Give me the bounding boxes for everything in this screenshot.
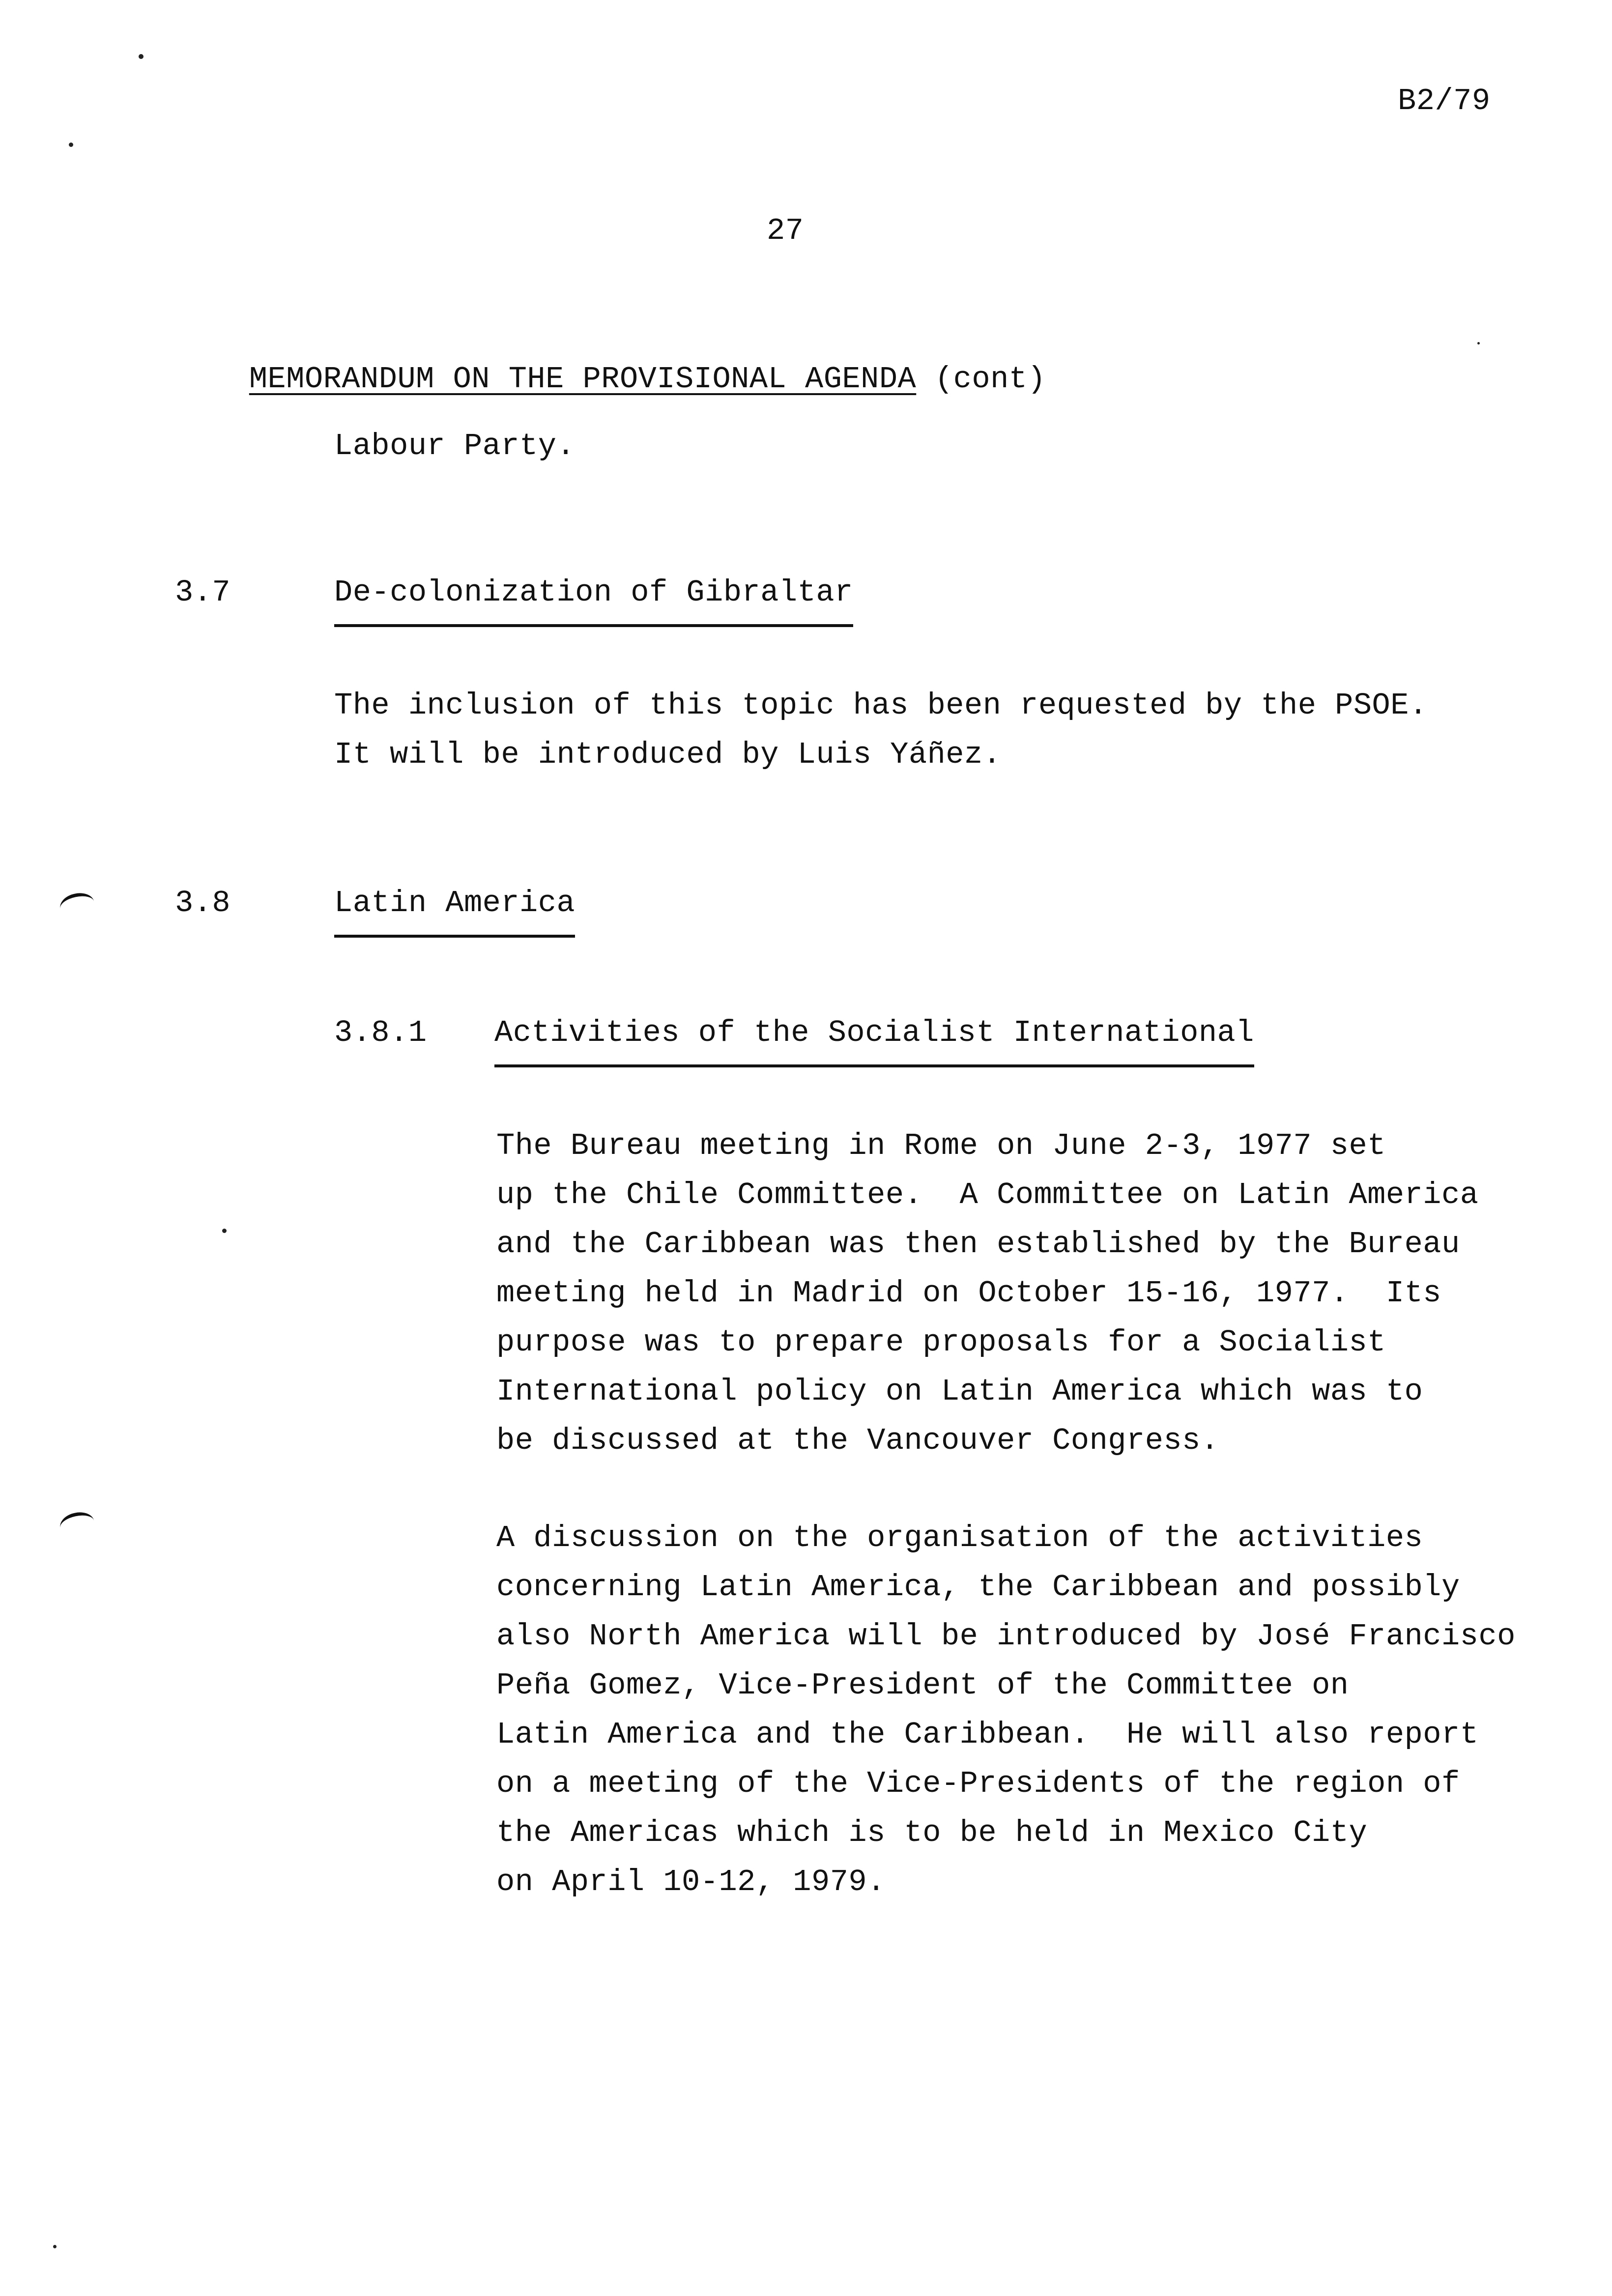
scan-speck bbox=[53, 2245, 57, 2248]
section-number: 3.7 bbox=[175, 575, 231, 610]
paragraph-line: A discussion on the organisation of the activities bbox=[496, 1521, 1423, 1555]
paragraph-line: and the Caribbean was then established by the Bureau bbox=[496, 1227, 1460, 1262]
continuation-text: Labour Party. bbox=[334, 429, 576, 463]
section-number: 3.8 bbox=[175, 886, 231, 920]
section-body-line: The inclusion of this topic has been requested by the PSOE. bbox=[334, 688, 1428, 723]
document-reference: B2/79 bbox=[1398, 84, 1491, 118]
section-heading: Latin America bbox=[334, 879, 575, 938]
punch-hole-mark bbox=[58, 890, 96, 920]
memo-title: MEMORANDUM ON THE PROVISIONAL AGENDA bbox=[249, 362, 917, 397]
paragraph-line: the Americas which is to be held in Mexico City bbox=[496, 1815, 1368, 1850]
paragraph-line: The Bureau meeting in Rome on June 2-3, 1977 set bbox=[496, 1128, 1386, 1163]
scan-speck bbox=[1477, 342, 1480, 344]
paragraph-line: also North America will be introduced by José Francisco bbox=[496, 1619, 1516, 1654]
page-number: 27 bbox=[767, 213, 804, 248]
paragraph-line: purpose was to prepare proposals for a Socialist bbox=[496, 1325, 1386, 1360]
memo-title-row bbox=[175, 306, 1046, 453]
paragraph-line: International policy on Latin America which was to bbox=[496, 1374, 1423, 1409]
paragraph-line: on April 10-12, 1979. bbox=[496, 1865, 886, 1899]
paragraph-line: Peña Gomez, Vice-President of the Committee on bbox=[496, 1668, 1349, 1703]
paragraph-line: be discussed at the Vancouver Congress. bbox=[496, 1423, 1219, 1458]
paragraph-line: concerning Latin America, the Caribbean and possibly bbox=[496, 1570, 1460, 1605]
paragraph-line: up the Chile Committee. A Committee on Latin America bbox=[496, 1177, 1479, 1212]
scan-speck bbox=[139, 54, 144, 59]
paragraph-line: on a meeting of the Vice-Presidents of the region of bbox=[496, 1766, 1460, 1801]
memo-title-suffix: (cont) bbox=[934, 362, 1046, 397]
paragraph-line: meeting held in Madrid on October 15-16, 1977. Its bbox=[496, 1276, 1442, 1311]
scan-speck bbox=[69, 143, 73, 147]
punch-hole-mark bbox=[58, 1509, 96, 1539]
subsection-number: 3.8.1 bbox=[334, 1015, 427, 1050]
subsection-heading: Activities of the Socialist International bbox=[494, 1008, 1254, 1067]
section-heading: De-colonization of Gibraltar bbox=[334, 568, 853, 627]
section-body-line: It will be introduced by Luis Yáñez. bbox=[334, 737, 1002, 772]
paragraph-line: Latin America and the Caribbean. He will also report bbox=[496, 1717, 1479, 1752]
scan-speck bbox=[222, 1229, 227, 1233]
